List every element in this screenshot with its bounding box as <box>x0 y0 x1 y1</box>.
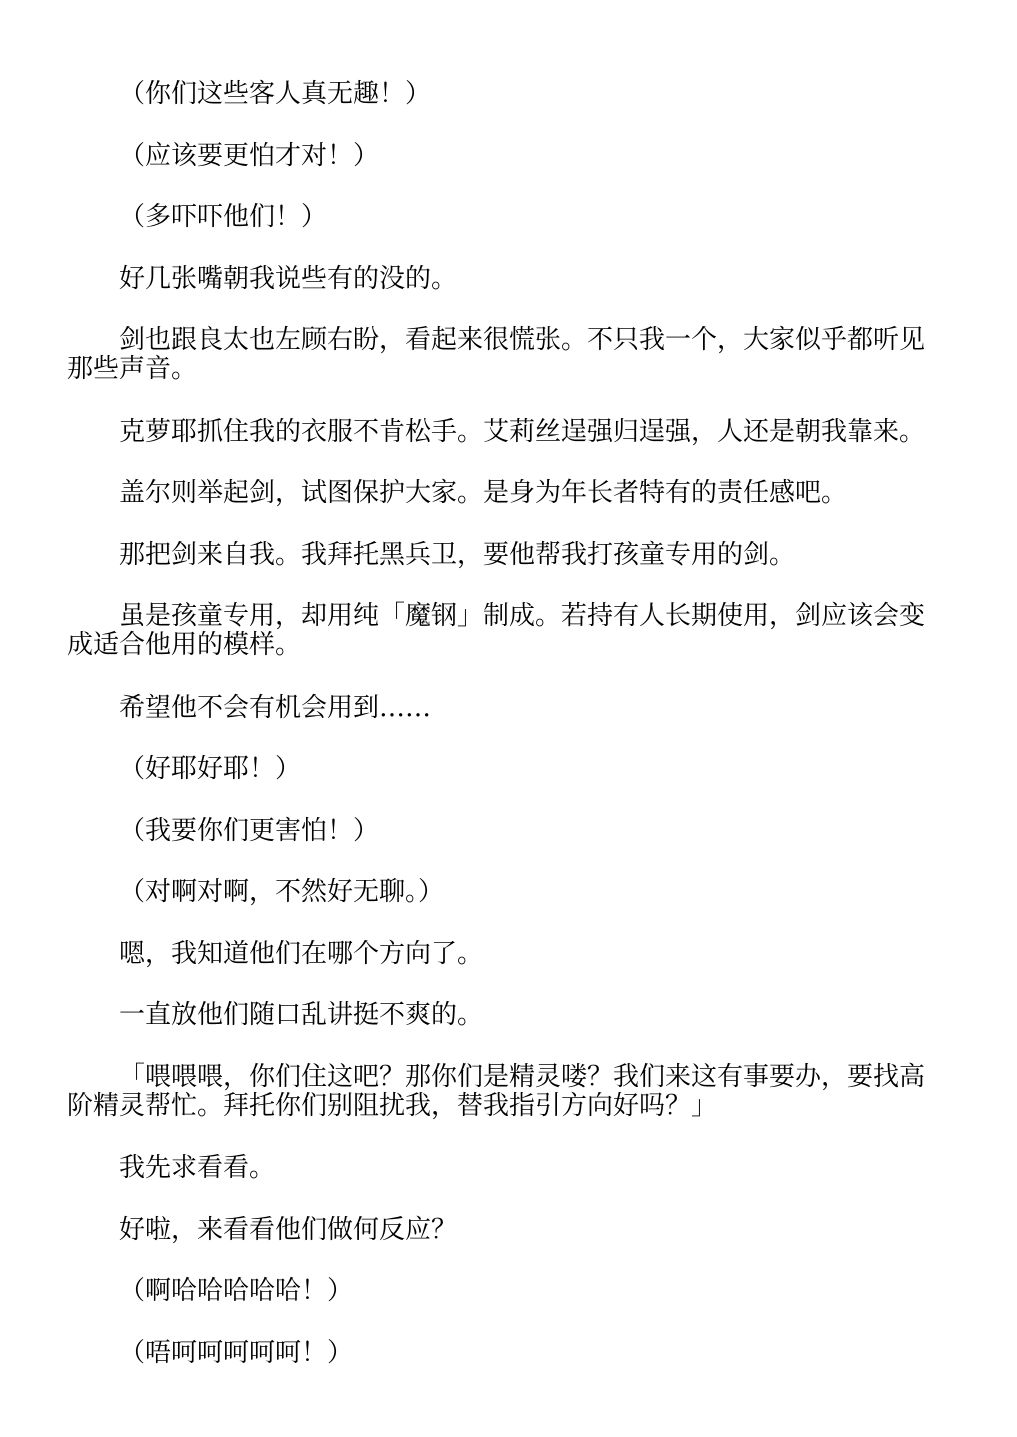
paragraph-1: （你们这些客人真无趣！） <box>119 79 432 109</box>
paragraph-15: 一直放他们随口乱讲挺不爽的。 <box>119 1000 484 1030</box>
paragraph-16: 「喂喂喂，你们住这吧？那你们是精灵喽？我们来这有事要办，要找高阶精灵帮忙。拜托你们别阻扰我，替我指引方向好吗？」 <box>67 1062 926 1121</box>
paragraph-20: （唔呵呵呵呵呵！） <box>119 1338 354 1368</box>
paragraph-8: 那把剑来自我。我拜托黑兵卫，要他帮我打孩童专用的剑。 <box>119 540 796 570</box>
paragraph-4: 好几张嘴朝我说些有的没的。 <box>119 264 458 294</box>
paragraph-17: 我先求看看。 <box>119 1153 276 1183</box>
paragraph-12: （我要你们更害怕！） <box>119 816 380 846</box>
paragraph-14: 嗯，我知道他们在哪个方向了。 <box>119 939 484 969</box>
paragraph-13: （对啊对啊，不然好无聊。） <box>119 877 445 907</box>
paragraph-19: （啊哈哈哈哈哈！） <box>119 1276 354 1306</box>
paragraph-6: 克萝耶抓住我的衣服不肯松手。艾莉丝逞强归逞强，人还是朝我靠来。 <box>119 417 926 447</box>
paragraph-7: 盖尔则举起剑，试图保护大家。是身为年长者特有的责任感吧。 <box>119 478 848 508</box>
paragraph-2: （应该要更怕才对！） <box>119 141 380 171</box>
paragraph-11: （好耶好耶！） <box>119 754 302 784</box>
paragraph-9: 虽是孩童专用，却用纯「魔钢」制成。若持有人长期使用，剑应该会变成适合他用的模样。 <box>67 601 926 660</box>
paragraph-18: 好啦，来看看他们做何反应？ <box>119 1215 458 1245</box>
paragraph-5: 剑也跟良太也左顾右盼，看起来很慌张。不只我一个，大家似乎都听见那些声音。 <box>67 325 926 384</box>
paragraph-10: 希望他不会有机会用到…… <box>119 693 432 723</box>
paragraph-3: （多吓吓他们！） <box>119 202 328 232</box>
